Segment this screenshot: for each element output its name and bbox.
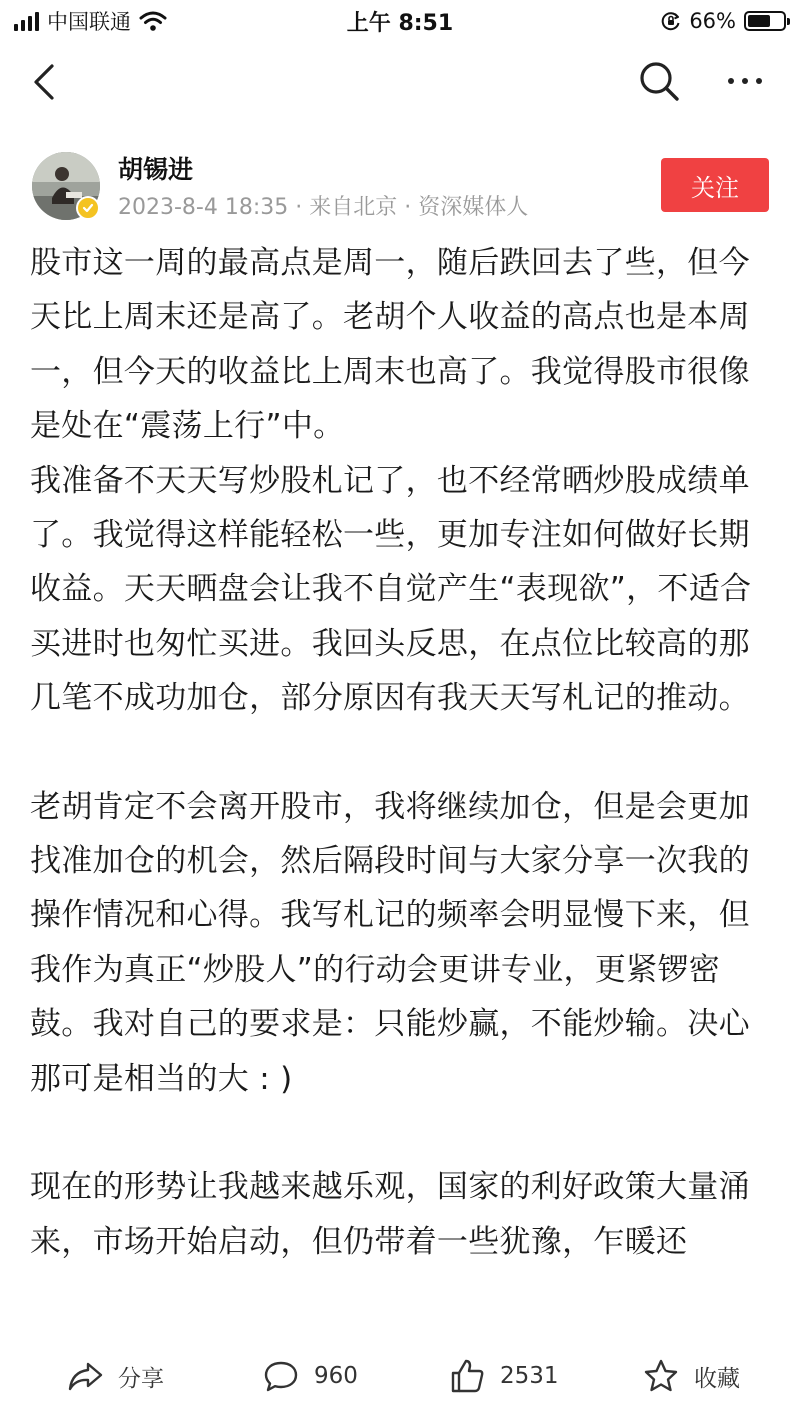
status-time: 上午 8:51	[346, 11, 454, 36]
verified-badge-icon	[76, 196, 100, 220]
article-paragraph: 现在的形势让我越来越乐观，国家的利好政策大量涌来，市场开始启动，但仍带着一些犹豫，乍暖还	[30, 1169, 750, 1260]
favorite-label: 收藏	[694, 1365, 740, 1392]
status-bar	[0, 0, 800, 40]
share-button[interactable]	[66, 1354, 164, 1398]
status-right	[661, 6, 786, 36]
orientation-lock-icon	[661, 11, 681, 31]
article-body	[30, 236, 770, 1352]
article-paragraph: 我准备不天天写炒股札记了，也不经常晒炒股成绩单了。我觉得这样能轻松一些，更加专注如何做好长期收益。天天晒盘会让我不自觉产生“表现欲”，不适合买进时也匆忙买进。我回头反思，在点位比较高的那几笔不成功加仓，部分原因有我天天写札记的推动。	[30, 462, 752, 717]
battery-percent: 66%	[689, 9, 736, 33]
like-count: 2531	[500, 1363, 559, 1389]
follow-button[interactable]: 关注	[661, 158, 769, 212]
share-label: 分享	[118, 1365, 164, 1392]
nav-bar	[0, 50, 800, 116]
author-header	[0, 146, 800, 226]
favorite-button[interactable]	[642, 1354, 740, 1398]
more-icon[interactable]	[720, 64, 770, 98]
battery-icon	[744, 11, 786, 31]
comment-count: 960	[314, 1363, 358, 1389]
back-icon[interactable]	[24, 60, 68, 104]
thumbs-up-icon	[448, 1357, 486, 1395]
star-icon	[642, 1357, 680, 1395]
carrier-name: 中国联通	[47, 10, 131, 34]
post-meta: 2023-8-4 18:35 · 来自北京 · 资深媒体人	[118, 195, 529, 220]
comment-icon	[262, 1357, 300, 1395]
author-name[interactable]: 胡锡进	[118, 155, 194, 184]
bottom-toolbar	[0, 1344, 800, 1422]
battery-fill	[748, 15, 770, 27]
search-icon[interactable]	[636, 58, 682, 104]
like-button[interactable]	[448, 1354, 559, 1398]
article-paragraph: 老胡肯定不会离开股市，我将继续加仓，但是会更加找准加仓的机会，然后隔段时间与大家分享一次我的操作情况和心得。我写札记的频率会明显慢下来，但我作为真正“炒股人”的行动会更讲专业，更紧锣密鼓。我对自己的要求是：只能炒赢，不能炒输。决心那可是相当的大 : )	[30, 788, 750, 1097]
share-icon	[66, 1357, 104, 1395]
comment-button[interactable]	[262, 1354, 358, 1398]
article-paragraph: 股市这一周的最高点是周一，随后跌回去了些，但今天比上周末还是高了。老胡个人收益的高点也是本周一，但今天的收益比上周末也高了。我觉得股市很像是处在“震荡上行”中。	[30, 245, 750, 445]
